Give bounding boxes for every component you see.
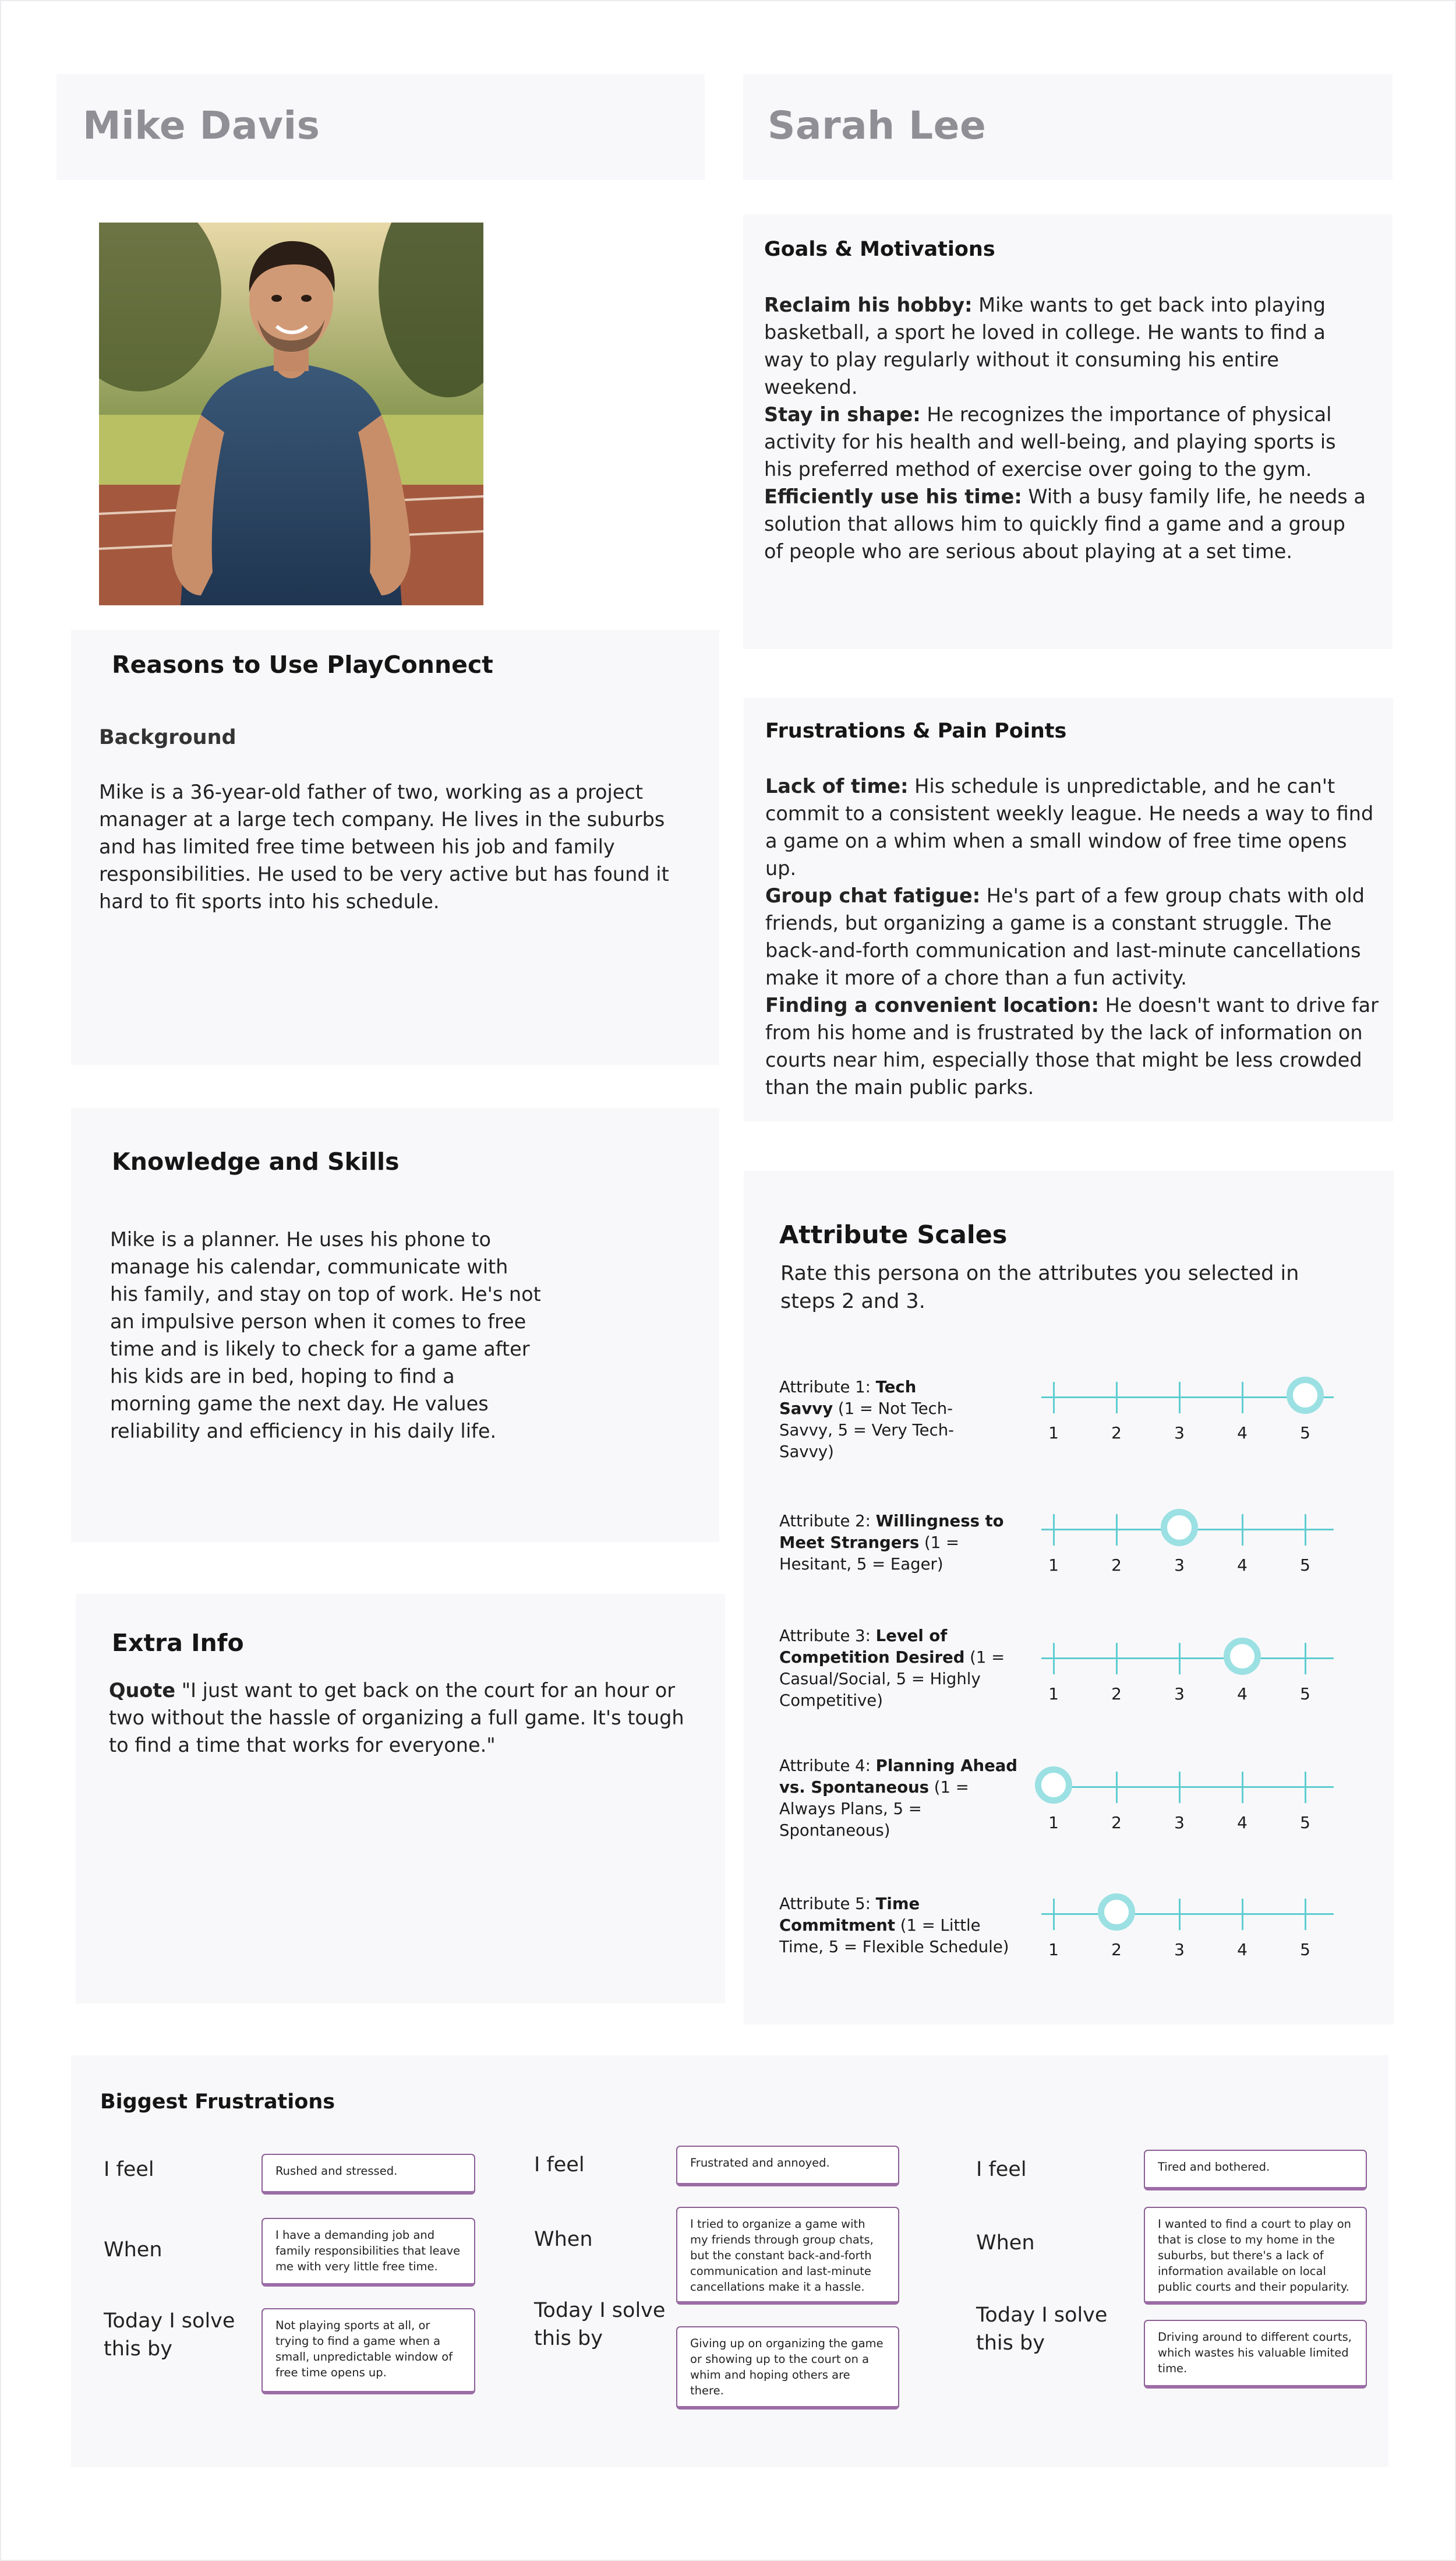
scale-tick-label: 4 bbox=[1237, 1555, 1248, 1575]
attribute-label bbox=[779, 1893, 1024, 1958]
frustration-card-when[interactable]: I tried to organize a game with my friends through group chats, but the constant back-and-forth communication and last-minute cancellations make it a hassle. bbox=[676, 2207, 899, 2305]
scale-tick bbox=[1116, 1643, 1118, 1674]
extra-info-panel bbox=[76, 1594, 725, 2003]
attribute-scales-title: Attribute Scales bbox=[779, 1220, 1008, 1250]
persona-name-right: Sarah Lee bbox=[768, 103, 987, 148]
goals-title: Goals & Motivations bbox=[764, 238, 995, 261]
attribute-desc: (1 = Not Tech-Savvy, 5 = Very Tech-Savvy) bbox=[779, 1399, 955, 1461]
scale-tick bbox=[1305, 1772, 1306, 1803]
frustration-item-label: Lack of time: bbox=[765, 775, 909, 798]
attribute-name: Willingness to Meet Strangers bbox=[779, 1512, 1004, 1552]
scale-tick bbox=[1179, 1643, 1181, 1674]
scale-tick-label: 4 bbox=[1237, 1684, 1248, 1703]
quote-label: Quote bbox=[109, 1679, 176, 1702]
frustration-card-feel[interactable]: Rushed and stressed. bbox=[261, 2154, 475, 2195]
scale-tick bbox=[1242, 1514, 1243, 1546]
name-panel-left bbox=[56, 74, 705, 180]
frustration-item-text: His schedule is unpredictable, and he can't commit to a consistent weekly league. He needs a way to find a game on a whim when a small window of free time opens up. bbox=[765, 775, 1374, 880]
frustration-card-feel[interactable]: Tired and bothered. bbox=[1144, 2150, 1367, 2190]
attribute-name: Time Commitment bbox=[779, 1895, 920, 1935]
scale-tick-label: 2 bbox=[1111, 1813, 1122, 1832]
knowledge-text: Mike is a planner. He uses his phone to manage his calendar, communicate with his family, and stay on top of work. He's not an impulsive person when it comes to free time and is likely to check for a game after his kids are in bed, hoping to find a morning game the next day. He values reliability and efficiency in his daily life. bbox=[110, 1228, 541, 1442]
persona-name-left: Mike Davis bbox=[83, 103, 320, 148]
frustration-card-solve[interactable]: Giving up on organizing the game or showing up to the court on a whim and hoping others are there. bbox=[676, 2326, 899, 2410]
reasons-panel bbox=[71, 630, 719, 1065]
scale-tick bbox=[1116, 1514, 1118, 1546]
frustration-card-when[interactable]: I have a demanding job and family responsibilities that leave me with very little free time. bbox=[261, 2218, 475, 2287]
scale-tick-label: 5 bbox=[1300, 1940, 1310, 1959]
row-label-feel: I feel bbox=[976, 2158, 1027, 2181]
row-label-when: When bbox=[534, 2228, 593, 2251]
scale-tick-label: 3 bbox=[1174, 1684, 1185, 1703]
goal-item-text: He recognizes the importance of physical activity for his health and well-being, and playing sports is his preferred method of exercise over going to the gym. bbox=[764, 403, 1336, 481]
extra-info-title: Extra Info bbox=[112, 1629, 244, 1657]
goal-item-label: Efficiently use his time: bbox=[764, 485, 1022, 508]
scale-tick bbox=[1053, 1382, 1055, 1413]
scale-tick bbox=[1179, 1382, 1181, 1413]
rating-knob[interactable] bbox=[1161, 1509, 1198, 1546]
rating-knob[interactable] bbox=[1098, 1893, 1135, 1931]
biggest-frustrations-title: Biggest Frustrations bbox=[100, 2090, 335, 2114]
scale-tick-label: 5 bbox=[1300, 1555, 1310, 1575]
scale-tick bbox=[1305, 1899, 1306, 1930]
goal-item-label: Stay in shape: bbox=[764, 403, 921, 426]
scale-tick bbox=[1242, 1899, 1243, 1930]
scale-tick-label: 5 bbox=[1300, 1684, 1310, 1703]
background-text: Mike is a 36-year-old father of two, working as a project manager at a large tech company. He lives in the suburbs and has limited free time between his job and family responsibilities. He used to be very active but has found it hard to fit sports into his schedule. bbox=[99, 781, 669, 913]
quote-body: "I just want to get back on the court for an hour or two without the hassle of organizing a full game. It's tough to find a time that works for everyone." bbox=[109, 1679, 684, 1756]
attribute-desc: (1 = Casual/Social, 5 = Highly Competitive) bbox=[779, 1648, 1005, 1710]
attribute-label bbox=[779, 1625, 1024, 1712]
rating-knob[interactable] bbox=[1035, 1766, 1072, 1804]
scale-tick-label: 2 bbox=[1111, 1940, 1122, 1959]
attribute-name: Tech Savvy bbox=[779, 1378, 917, 1418]
rating-scale[interactable] bbox=[1031, 1645, 1334, 1709]
frustration-item-text: He doesn't want to drive far from his home and is frustrated by the lack of information on courts near him, especially those that might be less crowded than the main public parks. bbox=[765, 994, 1379, 1099]
goal-item-text: Mike wants to get back into playing basketball, a sport he loved in college. He wants to find a way to play regularly without it consuming his entire weekend. bbox=[764, 294, 1326, 398]
attribute-prefix: Attribute 4: bbox=[779, 1756, 876, 1775]
background-heading: Background bbox=[99, 726, 236, 749]
scale-tick bbox=[1053, 1514, 1055, 1546]
frustration-item-text: He's part of a few group chats with old friends, but organizing a game is a constant struggle. The back-and-forth communication and last-minute cancellations make it more of a chore than a fun activity. bbox=[765, 884, 1365, 989]
knowledge-title: Knowledge and Skills bbox=[112, 1148, 400, 1176]
scale-tick bbox=[1116, 1772, 1118, 1803]
rating-knob[interactable] bbox=[1287, 1377, 1324, 1414]
goal-item bbox=[764, 401, 1370, 483]
row-label-when: When bbox=[976, 2231, 1035, 2255]
attribute-desc: (1 = Hesitant, 5 = Eager) bbox=[779, 1533, 960, 1574]
scale-line bbox=[1041, 1913, 1334, 1915]
row-label-when: When bbox=[104, 2238, 162, 2262]
scale-line bbox=[1041, 1657, 1334, 1659]
attribute-prefix: Attribute 1: bbox=[779, 1378, 876, 1396]
scale-tick-label: 2 bbox=[1111, 1423, 1122, 1442]
attribute-name: Planning Ahead vs. Spontaneous bbox=[779, 1756, 1017, 1797]
frustration-card-when[interactable]: I wanted to find a court to play on that is close to my home in the suburbs, but there's a lack of information available on local public courts and their popularity. bbox=[1144, 2207, 1367, 2305]
row-label-feel: I feel bbox=[104, 2158, 154, 2181]
rating-scale[interactable] bbox=[1031, 1900, 1334, 1964]
scale-tick-label: 3 bbox=[1174, 1423, 1185, 1442]
frustrations-title: Frustrations & Pain Points bbox=[765, 719, 1067, 743]
scale-tick-label: 3 bbox=[1174, 1940, 1185, 1959]
scale-tick-label: 5 bbox=[1300, 1423, 1310, 1442]
scale-tick bbox=[1242, 1382, 1243, 1413]
quote-text bbox=[109, 1677, 703, 1759]
scale-tick-label: 1 bbox=[1048, 1940, 1059, 1959]
rating-scale[interactable] bbox=[1031, 1516, 1334, 1580]
goals-panel bbox=[743, 214, 1393, 649]
scale-tick-label: 1 bbox=[1048, 1555, 1059, 1575]
attribute-prefix: Attribute 5: bbox=[779, 1895, 876, 1913]
scale-tick bbox=[1305, 1643, 1306, 1674]
attribute-label bbox=[779, 1511, 1024, 1575]
attribute-name: Level of Competition Desired bbox=[779, 1627, 965, 1667]
scale-tick-label: 3 bbox=[1174, 1813, 1185, 1832]
scale-tick bbox=[1053, 1899, 1055, 1930]
goal-item bbox=[764, 291, 1370, 401]
row-label-solve: Today I solve this by bbox=[104, 2309, 235, 2361]
goal-item-label: Reclaim his hobby: bbox=[764, 294, 973, 316]
frustrations-list bbox=[765, 772, 1383, 1101]
row-label-feel: I feel bbox=[534, 2153, 585, 2177]
attribute-label bbox=[779, 1377, 971, 1463]
scale-line bbox=[1041, 1786, 1334, 1788]
attribute-prefix: Attribute 3: bbox=[779, 1627, 876, 1645]
scale-tick-label: 2 bbox=[1111, 1555, 1122, 1575]
frustration-item-label: Finding a convenient location: bbox=[765, 994, 1100, 1017]
goal-item-text: With a busy family life, he needs a solution that allows him to quickly find a game and a group of people who are serious about playing at a set time. bbox=[764, 485, 1366, 563]
name-panel-right bbox=[743, 74, 1393, 180]
frustration-card-solve[interactable]: Driving around to different courts, which wastes his valuable limited time. bbox=[1144, 2320, 1367, 2389]
frustration-item bbox=[765, 992, 1383, 1101]
attribute-prefix: Attribute 2: bbox=[779, 1512, 876, 1530]
frustration-item bbox=[765, 882, 1383, 992]
frustration-card-feel[interactable]: Frustrated and annoyed. bbox=[676, 2146, 899, 2186]
persona-photo bbox=[99, 223, 483, 605]
frustrations-panel bbox=[744, 698, 1393, 1121]
row-label-solve: Today I solve this by bbox=[534, 2299, 666, 2350]
rating-scale[interactable] bbox=[1031, 1384, 1334, 1448]
knowledge-panel bbox=[71, 1108, 719, 1542]
goals-list bbox=[764, 291, 1370, 565]
attribute-desc: (1 = Little Time, 5 = Flexible Schedule) bbox=[779, 1916, 1009, 1956]
reasons-title: Reasons to Use PlayConnect bbox=[112, 651, 493, 679]
scale-tick bbox=[1242, 1772, 1243, 1803]
attribute-scales-subtitle: Rate this persona on the attributes you selected in steps 2 and 3. bbox=[780, 1262, 1299, 1313]
scale-tick bbox=[1179, 1772, 1181, 1803]
scale-tick-label: 5 bbox=[1300, 1813, 1310, 1832]
scale-tick bbox=[1116, 1382, 1118, 1413]
scale-tick bbox=[1305, 1514, 1306, 1546]
scale-tick-label: 2 bbox=[1111, 1684, 1122, 1703]
scale-tick-label: 4 bbox=[1237, 1813, 1248, 1832]
goal-item bbox=[764, 483, 1370, 565]
scale-tick-label: 1 bbox=[1048, 1423, 1059, 1442]
rating-knob[interactable] bbox=[1224, 1638, 1261, 1675]
scale-tick-label: 4 bbox=[1237, 1940, 1248, 1959]
rating-scale[interactable] bbox=[1031, 1773, 1334, 1837]
frustration-card-solve[interactable]: Not playing sports at all, or trying to find a game when a small, unpredictable window of free time opens up. bbox=[261, 2308, 475, 2394]
attribute-label bbox=[779, 1755, 1024, 1842]
attribute-desc: (1 = Always Plans, 5 = Spontaneous) bbox=[779, 1778, 969, 1840]
scale-tick-label: 1 bbox=[1048, 1684, 1059, 1703]
frustration-item-label: Group chat fatigue: bbox=[765, 884, 981, 907]
scale-tick bbox=[1179, 1899, 1181, 1930]
scale-tick-label: 3 bbox=[1174, 1555, 1185, 1575]
row-label-solve: Today I solve this by bbox=[976, 2304, 1108, 2355]
scale-tick-label: 4 bbox=[1237, 1423, 1248, 1442]
scale-tick-label: 1 bbox=[1048, 1813, 1059, 1832]
scale-tick bbox=[1053, 1643, 1055, 1674]
frustration-item bbox=[765, 772, 1383, 882]
